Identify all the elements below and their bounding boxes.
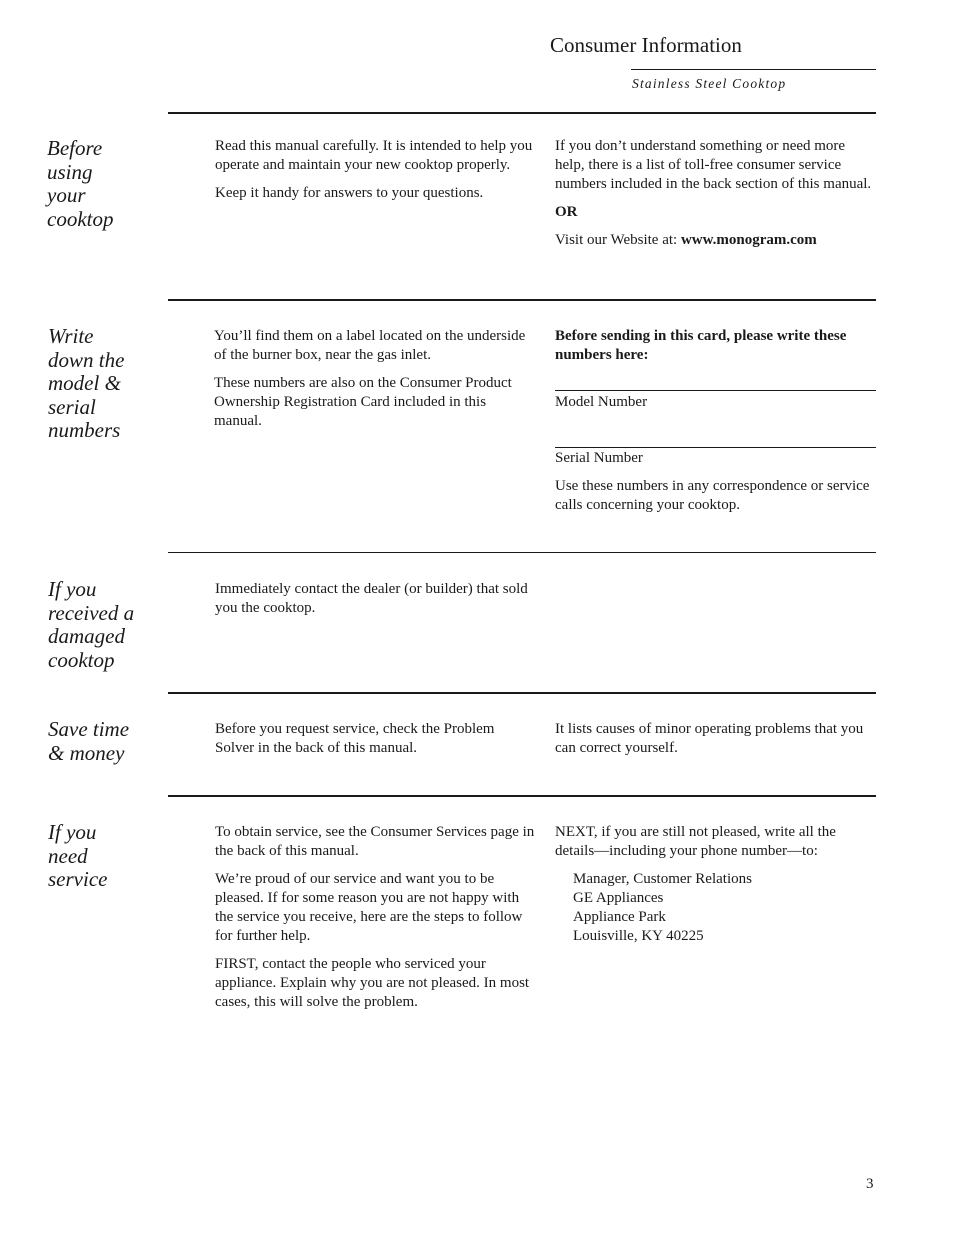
section-title-write-down: Write down the model & serial numbers [48, 324, 125, 442]
website-link[interactable]: www.monogram.com [680, 232, 817, 248]
numbers-note: Use these numbers in any correspondence or service calls concerning your cooktop. [555, 478, 870, 513]
mailing-address [573, 870, 875, 946]
section-divider [168, 692, 876, 694]
paragraph: Immediately contact the dealer (or builder) that sold you the cooktop. [215, 581, 528, 616]
paragraph: Before you request service, check the Problem Solver in the back of this manual. [215, 721, 495, 756]
need-service-col2 [555, 823, 875, 955]
section-title-need-service: If you need service [48, 820, 108, 891]
serial-number-line[interactable] [555, 447, 876, 448]
instruction-text: Before sending in this card, please write these numbers here: [555, 328, 847, 363]
need-service-col1 [215, 823, 537, 1021]
section-title-damaged: If you received a damaged cooktop [48, 577, 135, 672]
model-number-line[interactable] [555, 390, 876, 391]
write-down-col1 [214, 327, 536, 440]
address-line: Manager, Customer Relations [573, 871, 752, 887]
address-line: Louisville, KY 40225 [573, 928, 704, 944]
damaged-col1 [215, 580, 537, 627]
section-divider [168, 112, 876, 114]
website-line: Visit our Website at: www.monogram.com [555, 232, 817, 248]
address-line: Appliance Park [573, 909, 666, 925]
save-time-col2 [555, 720, 875, 767]
paragraph: Read this manual carefully. It is intended to help you operate and maintain your new cooktop properly. [215, 138, 533, 173]
paragraph: FIRST, contact the people who serviced your appliance. Explain why you are not pleased. In most cases, this will solve the problem. [215, 956, 530, 1010]
paragraph: We’re proud of our service and want you to be pleased. If for some reason you are not happy with the service you receive, here are the steps to follow for further help. [215, 871, 523, 944]
section-title-before-using: Before using your cooktop [47, 136, 114, 231]
paragraph: If you don’t understand something or need more help, there is a list of toll-free consumer service numbers included in the back section of this manual. [555, 138, 872, 192]
before-using-col2 [555, 137, 875, 259]
section-divider [168, 552, 876, 553]
write-down-col2 [555, 327, 875, 374]
address-line: GE Appliances [573, 890, 664, 906]
serial-number-label: Serial Number [555, 450, 643, 466]
header-rule [631, 69, 876, 70]
page-number: 3 [866, 1176, 874, 1192]
paragraph: NEXT, if you are still not pleased, write all the details—including your phone number—to: [555, 824, 836, 859]
before-using-col1 [215, 137, 537, 212]
section-divider [168, 795, 876, 797]
or-label: OR [555, 204, 578, 220]
model-number-label: Model Number [555, 394, 648, 410]
section-title-save-time: Save time & money [48, 717, 130, 765]
paragraph: You’ll find them on a label located on the underside of the burner box, near the gas inlet. [214, 328, 526, 363]
section-divider [168, 299, 876, 301]
page-subtitle: Stainless Steel Cooktop [632, 76, 787, 91]
page-title: Consumer Information [550, 33, 742, 57]
paragraph: It lists causes of minor operating problems that you can correct yourself. [555, 721, 864, 756]
paragraph: To obtain service, see the Consumer Services page in the back of this manual. [215, 824, 535, 859]
paragraph: Keep it handy for answers to your questions. [215, 185, 484, 201]
paragraph: These numbers are also on the Consumer Product Ownership Registration Card included in this manual. [214, 375, 512, 429]
save-time-col1 [215, 720, 537, 767]
